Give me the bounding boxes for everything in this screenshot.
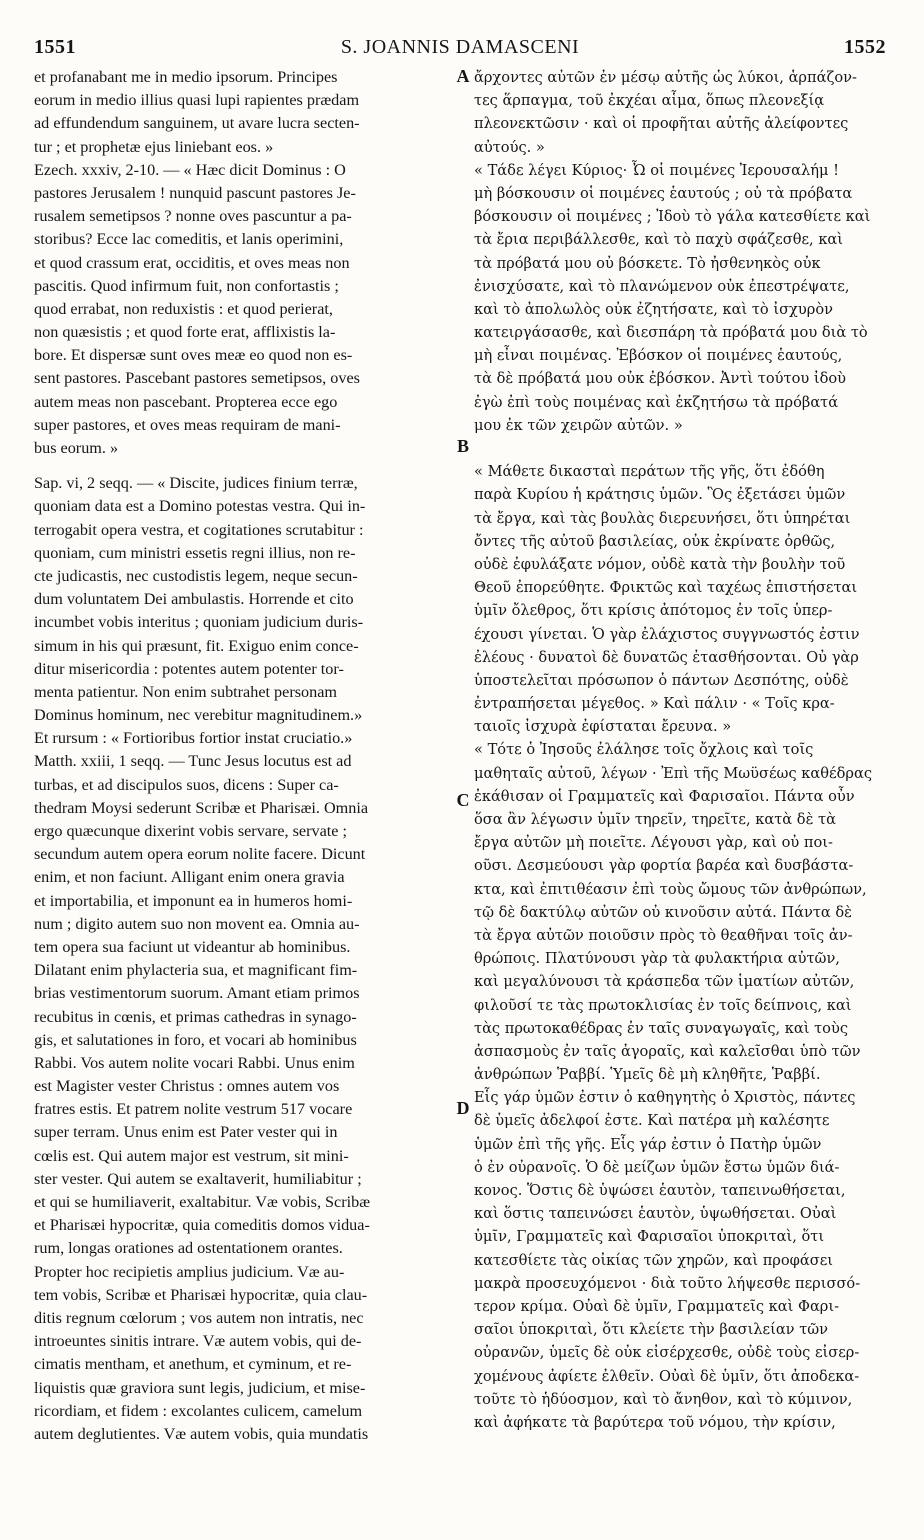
latin-line: ricordiam, et fidem : excolantes culicem, camelum: [34, 1401, 363, 1420]
latin-line: turbas, et ad discipulos suos, dicens : Super ca-: [34, 775, 339, 794]
greek-line: ἔργα αὐτῶν μὴ ποιεῖτε. Λέγουσι γὰρ, καὶ οὐ ποι-: [474, 834, 833, 852]
greek-line: δὲ ὑμεῖς ἀδελφοί ἐστε. Καὶ πατέρα μὴ καλέσητε: [474, 1112, 830, 1130]
greek-line: ὁ ἐν οὐρανοῖς. Ὁ δὲ μείζων ὑμῶν ἔστω ὑμῶν διά-: [474, 1158, 840, 1176]
greek-line: κτα, καὶ ἐπιτιθέασιν ἐπὶ τοὺς ὤμους τῶν ἀνθρώπων,: [474, 880, 867, 898]
page-number-right: 1552: [844, 36, 886, 58]
latin-line: ster vester. Qui autem se exaltaverit, humiliabitur ;: [34, 1169, 362, 1188]
latin-line: Dominus hominum, nec verebitur magnitudinem.»: [34, 706, 363, 725]
greek-line: ὑμῶν ἐπὶ τῆς γῆς. Εἷς γάρ ἐστιν ὁ Πατὴρ ὑμῶν: [474, 1135, 822, 1153]
latin-line: cte judicastis, nec custodistis legem, neque secun-: [34, 566, 358, 585]
greek-line: μαθηταῖς αὐτοῦ, λέγων · Ἐπὶ τῆς Μωϋσέως καθέδρας: [474, 764, 872, 782]
latin-line: introeuntes sinitis intrare. Væ autem vobis, qui de-: [34, 1332, 362, 1351]
greek-line: ἐγὼ ἐπὶ τοὺς ποιμένας καὶ ἐκζητήσω τὰ πρόβατά: [474, 393, 839, 411]
greek-line: φιλοῦσί τε τὰς πρωτοκλισίας ἐν τοῖς δείπνοις, καὶ: [474, 996, 852, 1014]
latin-line: tur ; et prophetæ ejus liniebant eos. »: [34, 137, 274, 156]
greek-line: τερον κρίμα. Οὐαὶ δὲ ὑμῖν, Γραμματεῖς καὶ Φαρι-: [474, 1297, 840, 1315]
greek-line: οὐδὲ ἐφυλάξατε νόμον, οὐδὲ κατὰ τὴν βουλὴν τοῦ: [474, 555, 846, 573]
latin-line: rusalem semetipsos ? nonne oves pascuntur a pa-: [34, 207, 352, 226]
greek-line: τες ἅρπαγμα, τοῦ ἐκχέαι αἷμα, ὅπως πλεονεξίᾳ: [474, 92, 825, 110]
greek-line: οῦσι. Δεσμεύουσι γὰρ φορτία βαρέα καὶ δυσβάστα-: [474, 857, 854, 875]
greek-line: πλεονεκτῶσιν · καὶ οἱ προφῆται αὐτῆς ἀλείφοντες: [474, 115, 849, 133]
greek-line: ἐκάθισαν οἱ Γραμματεῖς καὶ Φαρισαῖοι. Πάντα οὖν: [474, 787, 855, 805]
latin-line: Rabbi. Vos autem nolite vocari Rabbi. Unus enim: [34, 1053, 355, 1072]
latin-line: autem deglutientes. Væ autem vobis, quia mundatis: [34, 1424, 369, 1443]
greek-line: τὰ ἔργα αὐτῶν ποιοῦσιν πρὸς τὸ θεαθῆναι τοῖς ἀν-: [474, 926, 853, 944]
latin-line: thedram Moysi sederunt Scribæ et Pharisæi. Omnia: [34, 798, 369, 817]
margin-marker-b: B: [456, 436, 469, 456]
greek-line: μὴ βόσκουσιν οἱ ποιμένες ἑαυτούς ; οὐ τὰ πρόβατα: [474, 184, 853, 202]
latin-line: storibus? Ecce lac comeditis, et lanis operimini,: [34, 230, 344, 249]
latin-line: tem opera sua faciunt ut videantur ab hominibus.: [34, 937, 351, 956]
latin-line: terrogabit opera vestra, et cogitationes scrutabitur :: [34, 520, 364, 539]
page-number-left: 1551: [34, 36, 76, 58]
latin-line: dum voluntatem Dei ambulastis. Horrende et cito: [34, 590, 354, 609]
margin-marker-a: A: [456, 66, 470, 86]
greek-line: ὑποστελεῖται πρόσωπον ὁ πάντων Δεσπότης, οὐδὲ: [474, 671, 849, 689]
greek-line: κατεσθίετε τὰς οἰκίας τῶν χηρῶν, καὶ προφάσει: [474, 1251, 833, 1269]
latin-line: et qui se humiliaverit, exaltabitur. Væ vobis, Scribæ: [34, 1193, 371, 1211]
greek-line: τὰ πρόβατά μου οὐ βόσκετε. Τὸ ἠσθενηκὸς οὐκ: [474, 254, 821, 272]
greek-line: ἐνισχύσατε, καὶ τὸ πλανώμενον οὐκ ἐπεστρέψατε,: [474, 277, 850, 295]
latin-line: gis, et salutationes in foro, et vocari ab hominibus: [34, 1030, 357, 1049]
latin-line: eorum in medio illius quasi lupi rapientes prædam: [34, 91, 360, 110]
latin-line: et Pharisæi hypocritæ, quia comeditis domos vidua-: [34, 1216, 370, 1235]
latin-line: incumbet vobis interitus ; quoniam judicium duris-: [34, 613, 364, 632]
greek-line: τὰ ἔργα, καὶ τὰς βουλὰς διερευνήσει, ὅτι ὑπηρέται: [474, 509, 851, 527]
greek-line: Εἷς γάρ ὑμῶν ἐστιν ὁ καθηγητὴς ὁ Χριστὸς, πάντες: [474, 1089, 856, 1107]
greek-line: ὄντες τῆς αὐτοῦ βασιλείας, οὐκ ἐκρίνατε ὀρθῶς,: [474, 532, 836, 550]
greek-line: μακρὰ προσευχόμενοι · διὰ τοῦτο λήψεσθε περισσό-: [474, 1274, 861, 1292]
greek-line: μου ἐκ τῶν χειρῶν αὐτῶν. »: [474, 416, 683, 434]
latin-line: ditur misericordia : potentes autem potenter tor-: [34, 659, 344, 678]
latin-line: rum, longas orationes ad ostentationem orantes.: [34, 1239, 343, 1258]
margin-marker-d: D: [456, 1098, 470, 1118]
greek-line: ἀνθρώπων Ῥαββί. Ὑμεῖς δὲ μὴ κληθῆτε, Ῥαββί.: [474, 1066, 821, 1084]
greek-line: τὰς πρωτοκαθέδρας ἐν ταῖς συναγωγαῖς, καὶ τοὺς: [474, 1019, 849, 1037]
latin-line: fratres estis. Et patrem nolite vestrum 517 vocare: [34, 1100, 353, 1119]
latin-line: super pastores, et oves meas requiram de mani-: [34, 415, 341, 434]
greek-line: βόσκουσιν οἱ ποιμένες ; Ἰδοὺ τὸ γάλα κατεσθίετε καὶ: [474, 208, 871, 226]
latin-line: secundum autem opera eorum nolite facere. Dicunt: [34, 845, 366, 864]
latin-line: est Magister vester Christus : omnes autem vos: [34, 1077, 340, 1096]
latin-line: ergo quæcunque dixerint vobis servare, servate ;: [34, 822, 348, 840]
latin-line: quoniam data est a Domino potestas vestra. Qui in-: [34, 497, 366, 516]
latin-line: Dilatant enim phylacteria sua, et magnificant fim-: [34, 961, 358, 980]
greek-line: ἀσπασμοὺς ἐν ταῖς ἀγοραῖς, καὶ καλεῖσθαι ὑπὸ τῶν: [474, 1042, 861, 1060]
greek-line: καὶ μεγαλύνουσι τὰ κράσπεδα τῶν ἱματίων αὐτῶν,: [474, 973, 855, 991]
latin-line: num ; digito autem suo non movent ea. Omnia au-: [34, 914, 360, 933]
greek-line: κατειργάσασθε, καὶ διεσπάρη τὰ πρόβατά μου διὰ τὸ: [474, 324, 868, 342]
greek-line: « Τάδε λέγει Κύριος· Ὦ οἱ ποιμένες Ἰερουσαλήμ !: [474, 161, 839, 179]
latin-line: Matth. xxiii, 1 seqq. — Tunc Jesus locutus est ad: [34, 752, 352, 771]
greek-line: παρὰ Κυρίου ἡ κράτησις ὑμῶν. Ὃς ἐξετάσει ὑμῶν: [474, 486, 846, 504]
greek-line: [474, 437, 892, 460]
latin-line: autem meas non pascebant. Propterea ecce ego: [34, 392, 338, 411]
greek-line: τὰ ἔρια περιβάλλεσθε, καὶ τὸ παχὺ σφάζεσθε, καὶ: [474, 231, 844, 249]
running-title: S. JOANNIS DAMASCENI: [340, 36, 580, 58]
latin-line: ad effundendum sanguinem, ut avare lucra secten-: [34, 114, 360, 133]
greek-line: « Μάθετε δικασταὶ περάτων τῆς γῆς, ὅτι ἐδόθη: [474, 463, 825, 481]
latin-line: quod errabat, non reduxistis : et quod perierat,: [34, 299, 333, 318]
latin-line: pastores Jerusalem ! nunquid pascunt pastores Je-: [34, 183, 356, 202]
latin-line: menta patientur. Non enim subtrahet personam: [34, 682, 337, 701]
greek-line: κονος. Ὅστις δὲ ὑψώσει ἑαυτὸν, ταπεινωθήσεται,: [474, 1182, 846, 1199]
greek-line: Θεοῦ ἐπορεύθητε. Φρικτῶς καὶ ταχέως ἐπιστήσεται: [474, 579, 858, 597]
page-header: [34, 36, 886, 62]
latin-line: non quæsistis ; et quod forte erat, afflixistis la-: [34, 323, 336, 342]
latin-line: pascitis. Quod infirmum fuit, non confortastis ;: [34, 276, 339, 295]
latin-line: bus eorum. »: [34, 439, 119, 457]
greek-line: τῷ δὲ δακτύλῳ αὐτῶν οὐ κινοῦσιν αὐτά. Πάντα δὲ: [474, 903, 853, 921]
greek-line: ταιοῖς ἰσχυρὰ ἐφίσταται ἔρευνα. »: [474, 718, 732, 736]
greek-line: ἄρχοντες αὐτῶν ἐν μέσῳ αὐτῆς ὡς λύκοι, ἁρπάζον-: [474, 69, 857, 86]
greek-line: ὅσα ἂν λέγωσιν ὑμῖν τηρεῖν, τηρεῖτε, κατὰ δὲ τὰ: [474, 811, 836, 828]
latin-line: Et rursum : « Fortioribus fortior instat cruciatio.»: [34, 729, 353, 748]
greek-column: [474, 66, 892, 1526]
greek-line: καὶ ὅστις ταπεινώσει ἑαυτὸν, ὑψωθήσεται. Οὐαὶ: [474, 1205, 837, 1223]
greek-line: τοῦτε τὸ ἡδύοσμον, καὶ τὸ ἄνηθον, καὶ τὸ κύμινον,: [474, 1390, 853, 1408]
greek-line: αὐτούς. »: [474, 138, 545, 156]
latin-section-gap: [34, 460, 452, 472]
greek-line: καὶ ἀφήκατε τὰ βαρύτερα τοῦ νόμου, τὴν κρίσιν,: [474, 1413, 836, 1431]
latin-line: brias vestimentorum suorum. Amant etiam primos: [34, 984, 360, 1003]
greek-line: ἐλέους · δυνατοὶ δὲ δυνατῶς ἐτασθήσονται. Οὐ γὰρ: [474, 648, 859, 666]
latin-line: tem vobis, Scribæ et Pharisæi hypocritæ, quia clau-: [34, 1285, 368, 1304]
latin-line: simum in his qui præsunt, fit. Exiguo enim conce-: [34, 636, 359, 655]
latin-line: et importabilia, et imponunt ea in humeros homi-: [34, 891, 353, 910]
latin-line: cimatis mentham, et anethum, et cyminum, et re-: [34, 1355, 352, 1374]
latin-column: [34, 66, 452, 1526]
greek-line: σαῖοι ὑποκριταὶ, ὅτι κλείετε τὴν βασιλείαν τῶν: [474, 1321, 829, 1339]
latin-line: et quod crassum erat, occiditis, et oves meas non: [34, 253, 350, 272]
latin-line: cœlis est. Qui autem major est vestrum, sit mini-: [34, 1146, 349, 1165]
latin-line: enim, et non faciunt. Alligant enim onera gravia: [34, 868, 345, 887]
latin-line: liquistis quæ graviora sunt legis, judicium, et mise-: [34, 1378, 366, 1397]
greek-line: έχουσι γίνεται. Ὁ γὰρ ἐλάχιστος συγγνωστός ἐστιν: [474, 625, 860, 643]
latin-line: Propter hoc recipietis amplius judicium. Væ au-: [34, 1262, 345, 1281]
latin-line: et profanabant me in medio ipsorum. Principes: [34, 68, 338, 86]
greek-line: ὑμῖν ὄλεθρος, ὅτι κρίσις ἀπότομος ἐν τοῖς ὑπερ-: [474, 602, 833, 620]
greek-line: τὰ δὲ πρόβατά μου οὐκ ἐβόσκον. Ἀντὶ τούτου ἰδοὺ: [474, 370, 847, 388]
greek-line: χομένους ἀφίετε ἐλθεῖν. Οὐαὶ δὲ ὑμῖν, ὅτι ἀποδεκα-: [474, 1367, 860, 1385]
latin-line: Ezech. xxxiv, 2-10. — « Hæc dicit Dominus : O: [34, 160, 346, 179]
latin-line: Sap. vi, 2 seqq. — « Discite, judices finium terræ,: [34, 474, 358, 493]
greek-line: ὑμῖν, Γραμματεῖς καὶ Φαρισαῖοι ὑποκριταὶ, ὅτι: [474, 1228, 825, 1246]
latin-line: bore. Et dispersæ sunt oves meæ eo quod non es-: [34, 346, 353, 365]
latin-line: quoniam, cum ministri essetis regni illius, non re-: [34, 543, 356, 562]
greek-line: ἐντραπήσεται μέγεθος. » Καὶ πάλιν · « Τοῖς κρα-: [474, 695, 835, 713]
latin-line: sent pastores. Pascebant pastores semetipsos, oves: [34, 369, 360, 388]
latin-line: recubitus in cœnis, et primas cathedras in synago-: [34, 1007, 357, 1026]
margin-marker-c: C: [456, 790, 470, 810]
greek-line: θρώποις. Πλατύνουσι γὰρ τὰ φυλακτήρια αὐτῶν,: [474, 950, 840, 968]
greek-line: μὴ εἶναι ποιμένας. Ἐβόσκον οἱ ποιμένες ἑαυτούς,: [474, 347, 843, 365]
greek-line: καὶ τὸ ἀπολωλὸς οὐκ ἐζητήσατε, καὶ τὸ ἰσχυρὸν: [474, 300, 833, 318]
latin-line: ditis regnum cœlorum ; vos autem non intratis, nec: [34, 1308, 364, 1327]
latin-line: super terram. Unus enim est Pater vester qui in: [34, 1123, 338, 1142]
greek-line: οὐρανῶν, ὑμεῖς δὲ οὐκ εἰσέρχεσθε, οὐδὲ τοὺς εἰσερ-: [474, 1344, 860, 1362]
greek-line: « Τότε ὁ Ἰησοῦς ἐλάλησε τοῖς ὄχλοις καὶ τοῖς: [474, 741, 814, 759]
